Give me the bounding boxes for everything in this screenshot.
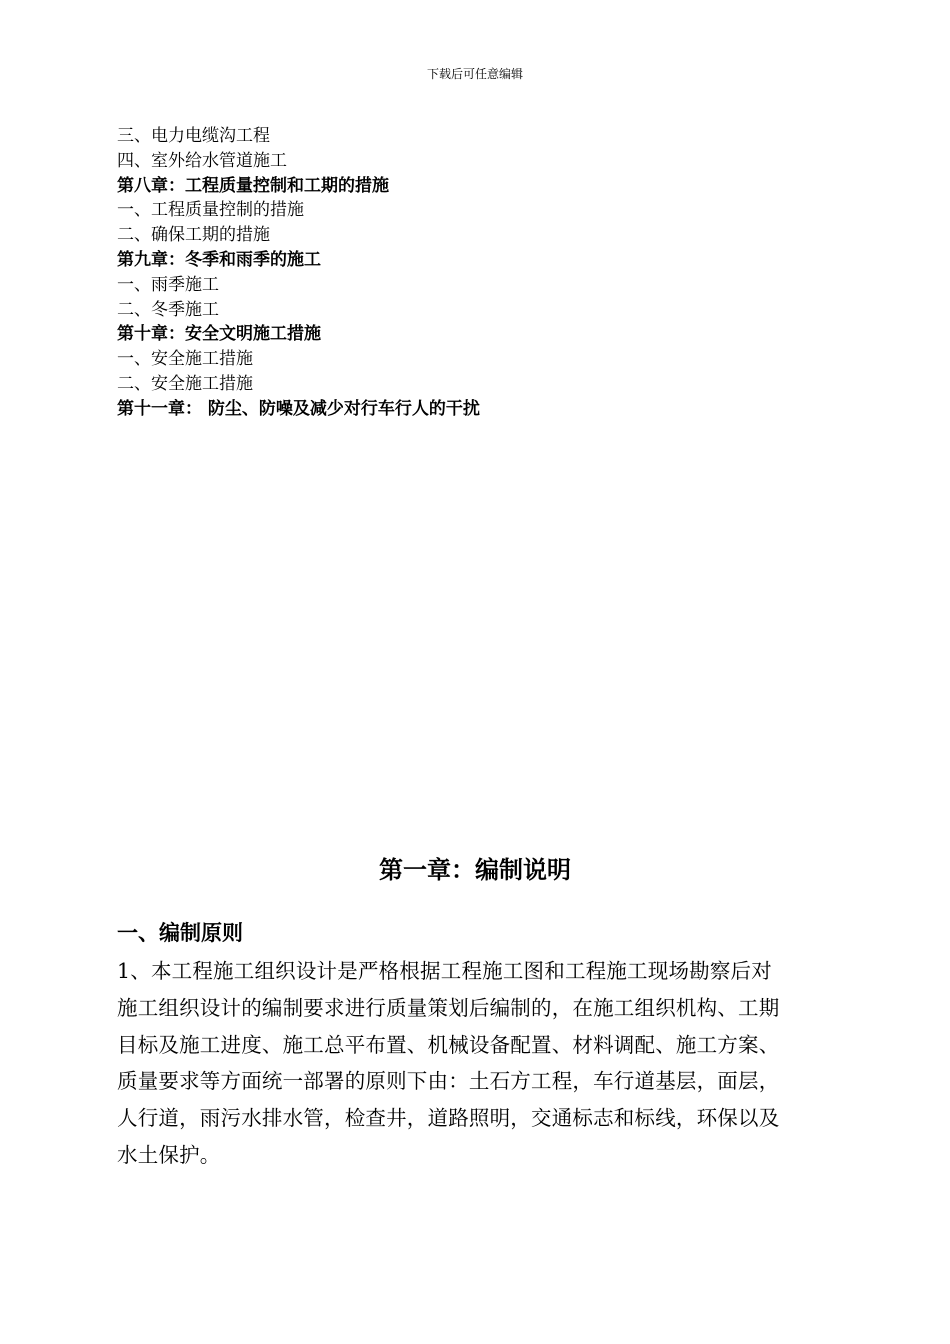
paragraph-line: 施工组织设计的编制要求进行质量策划后编制的，在施工组织机构、工期 [117, 995, 780, 1020]
toc-chapter-item: 第十章：安全文明施工措施 [117, 324, 321, 345]
paragraph-line: 水土保护。 [117, 1142, 221, 1167]
body-paragraph [117, 953, 837, 1174]
toc-item: 四、室外给水管道施工 [117, 150, 287, 171]
paragraph-line: 目标及施工进度、施工总平布置、机械设备配置、材料调配、施工方案、 [117, 1032, 780, 1057]
section-title: 一、编制原则 [117, 921, 243, 945]
paragraph-line: 人行道，雨污水排水管，检查井，道路照明，交通标志和标线，环保以及 [117, 1106, 780, 1131]
table-of-contents [117, 124, 837, 422]
toc-chapter-item: 第十一章： 防尘、防噪及减少对行车行人的干扰 [117, 398, 480, 419]
paragraph-line: 1、本工程施工组织设计是严格根据工程施工图和工程施工现场勘察后对 [117, 959, 772, 983]
page-header-note: 下载后可任意编辑 [426, 67, 523, 81]
chapter-title: 第一章：编制说明 [379, 856, 571, 884]
toc-item: 三、电力电缆沟工程 [117, 126, 270, 146]
toc-chapter-item: 第八章：工程质量控制和工期的措施 [117, 175, 389, 196]
toc-item: 一、安全施工措施 [117, 349, 253, 370]
toc-item: 二、冬季施工 [117, 299, 219, 320]
toc-item: 一、雨季施工 [117, 274, 219, 295]
toc-item: 二、安全施工措施 [117, 373, 253, 394]
paragraph-line: 质量要求等方面统一部署的原则下由：土石方工程，车行道基层，面层， [117, 1069, 780, 1094]
toc-item: 二、确保工期的措施 [117, 225, 270, 246]
toc-chapter-item: 第九章：冬季和雨季的施工 [117, 249, 321, 270]
toc-item: 一、工程质量控制的措施 [117, 200, 304, 221]
